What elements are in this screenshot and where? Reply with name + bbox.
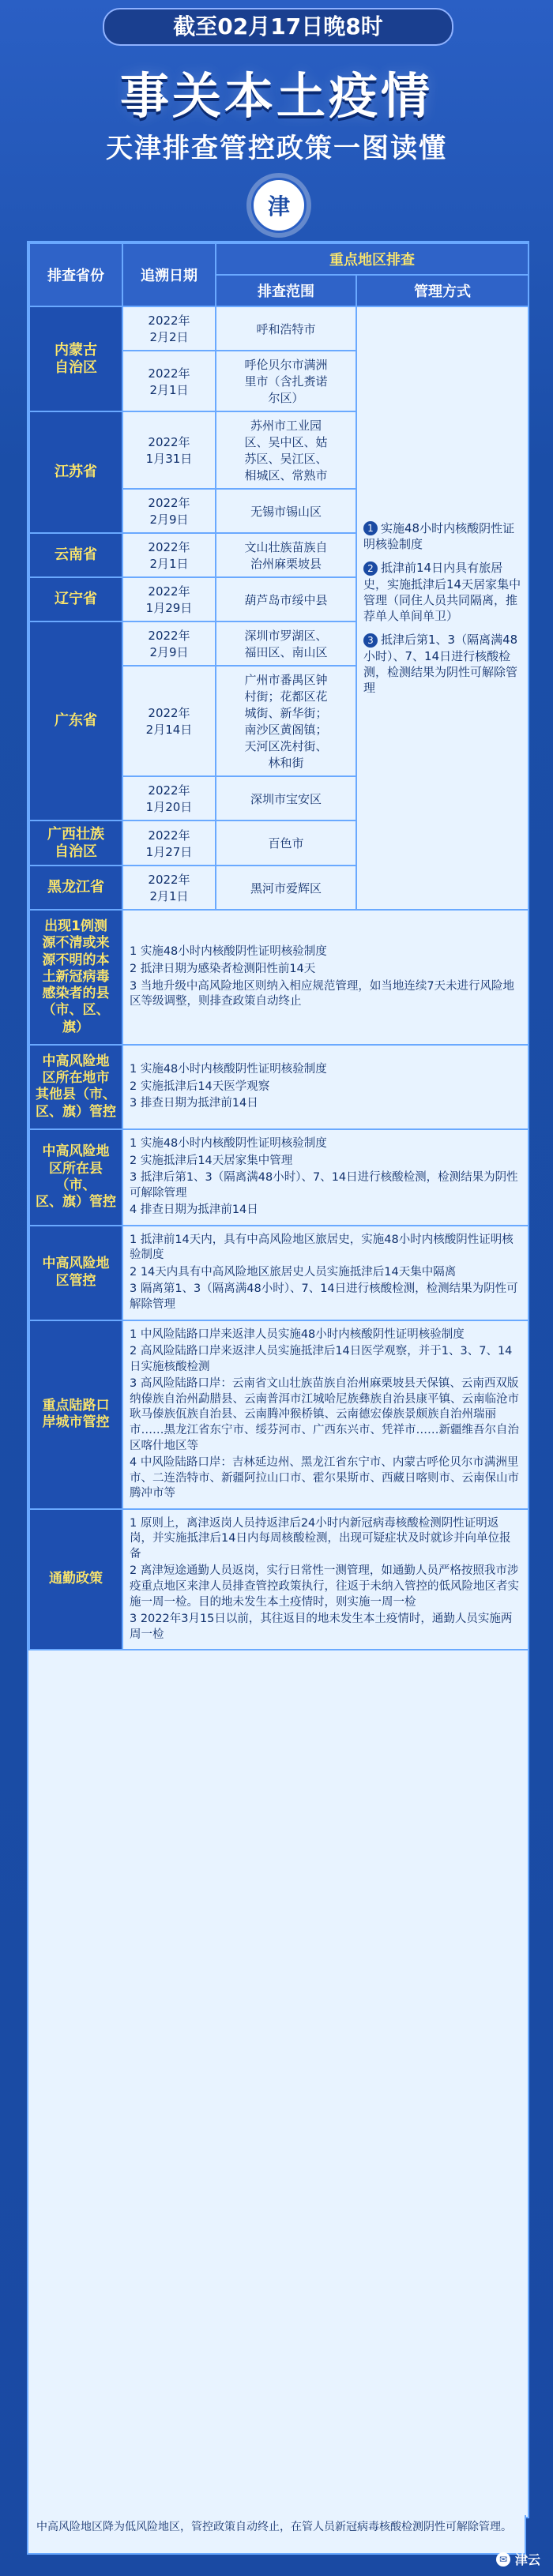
mgmt-item-1 (363, 520, 521, 553)
policy-table (27, 241, 529, 2518)
date-cell: 2022年 2月1日 (122, 533, 216, 577)
mgmt-text-1: 实施48小时内核酸阴性证明核验制度 (363, 520, 515, 552)
policy-line: 2 实施抵津后14天医学观察 (130, 1080, 270, 1093)
scope-cell: 葫芦岛市绥中县 (216, 577, 356, 621)
policy-line: 2 实施抵津后14天居家集中管理 (130, 1154, 293, 1167)
header-mgmt: 管理方式 (356, 275, 529, 306)
policy-label: 中高风险地 区管控 (29, 1226, 122, 1320)
header-scope: 排查范围 (216, 275, 356, 306)
policy-label: 出现1例测 源不清或来 源不明的本 土新冠病毒 感染者的县 （市、区、旗） (29, 910, 122, 1045)
mgmt-item-3 (363, 632, 521, 696)
policy-line: 3 2022年3月15日以前，其往返目的地未发生本土疫情时，通勤人员实施两周一检 (130, 1613, 513, 1641)
policy-line: 3 高风险陆路口岸：云南省文山壮族苗族自治州麻栗坡县天保镇、云南西双版纳傣族自治州勐腊县、云南普洱市江城哈尼族彝族自治县康平镇、云南临沧市耿马傣族佤族自治县、云南腾冲猴桥镇、云南德宏傣族景颇族自治州瑞丽市……黑龙江省东宁市、绥芬河市、广西东兴市、凭祥市……新疆维吾尔自治区喀什地区等 (130, 1377, 519, 1452)
mgmt-text-3: 抵津后第1、3（隔离满48小时）、7、14日进行核酸检测，检测结果为阴性可解除管理 (363, 633, 518, 696)
scope-cell: 无锡市锡山区 (216, 489, 356, 533)
province-cell: 内蒙古 自治区 (29, 306, 122, 411)
date-cell: 2022年 2月14日 (122, 666, 216, 776)
policy-line: 2 抵津日期为感染者检测阳性前14天 (130, 963, 316, 975)
mgmt-cell (356, 306, 529, 910)
province-cell: 江苏省 (29, 411, 122, 533)
scope-cell: 呼和浩特市 (216, 306, 356, 351)
scope-cell: 呼伦贝尔市满洲 里市（含扎赉诺 尔区） (216, 351, 356, 411)
policy-label: 通勤政策 (29, 1509, 122, 1650)
policy-label: 中高风险地 区所在地市 其他县（市、 区、旗）管控 (29, 1045, 122, 1129)
policy-content (122, 1320, 529, 1509)
number-3-icon: 3 (363, 633, 378, 648)
date-cell: 2022年 1月31日 (122, 411, 216, 489)
main-table (28, 242, 529, 1650)
logo-text: 津 (267, 193, 290, 220)
number-2-icon: 2 (363, 561, 378, 576)
mgmt-text-2: 抵津前14日内具有旅居史，实施抵津后14天居家集中管理（同住人员共同隔离，推荐单人单间单卫） (363, 561, 521, 624)
scope-cell: 百色市 (216, 820, 356, 866)
date-cell: 2022年 2月2日 (122, 306, 216, 351)
policy-label: 中高风险地 区所在县 （市、 区、旗）管控 (29, 1129, 122, 1226)
policy-line: 4 排查日期为抵津前14日 (130, 1204, 258, 1217)
policy-line: 1 实施48小时内核酸阴性证明核验制度 (130, 945, 327, 959)
policy-content (122, 1045, 529, 1129)
province-cell: 黑龙江省 (29, 866, 122, 910)
policy-line: 3 隔离第1、3（隔离满48小时）、7、14日进行核酸检测，检测结果为阴性可解除管理 (130, 1282, 518, 1311)
scope-cell: 文山壮族苗族自 治州麻栗坡县 (216, 533, 356, 577)
tianjin-logo (251, 178, 307, 233)
wechat-icon: ✉ (496, 2552, 510, 2567)
header-group: 重点地区排查 (216, 243, 529, 275)
watermark-text: 津云 (514, 2552, 540, 2567)
scope-cell: 深圳市罗湖区、 福田区、南山区 (216, 621, 356, 666)
title-sub: 天津排查管控政策一图读懂 (106, 133, 447, 164)
policy-line: 1 中风险陆路口岸来返津人员实施48小时内核酸阴性证明核验制度 (130, 1327, 465, 1341)
policy-label: 重点陆路口 岸城市管控 (29, 1320, 122, 1509)
province-cell: 广西壮族 自治区 (29, 820, 122, 866)
scope-cell: 深圳市宝安区 (216, 776, 356, 820)
date-cell: 2022年 2月1日 (122, 866, 216, 910)
header-date: 追溯日期 (122, 243, 216, 306)
header-province: 排查省份 (29, 243, 122, 306)
province-cell: 广东省 (29, 621, 122, 820)
policy-line: 3 抵津后第1、3（隔离满48小时）、7、14日进行核酸检测，检测结果为阴性可解除管理 (130, 1171, 518, 1200)
watermark (496, 2550, 540, 2568)
policy-content (122, 1226, 529, 1320)
date-cell: 2022年 1月20日 (122, 776, 216, 820)
footer-note: 中高风险地区降为低风险地区，管控政策自动终止，在管人员新冠病毒核酸检测阴性可解除管理。 (27, 2515, 526, 2555)
date-cell: 2022年 1月29日 (122, 577, 216, 621)
policy-line: 3 当地升级中高风险地区则纳入相应规范管理，如当地连续7天未进行风险地区等级调整，则排查政策自动终止 (130, 979, 515, 1008)
policy-content (122, 1129, 529, 1226)
date-pill: 截至02月17日晚8时 (103, 8, 453, 46)
policy-line: 4 中风险陆路口岸：吉林延边州、黑龙江省东宁市、内蒙古呼伦贝尔市满洲里市、二连浩特市、新疆阿拉山口市、霍尔果斯市、西藏日喀则市、云南保山市腾冲市等 (130, 1456, 519, 1500)
scope-cell: 苏州市工业园 区、吴中区、姑 苏区、吴江区、 相城区、常熟市 (216, 411, 356, 489)
policy-line: 1 实施48小时内核酸阴性证明核验制度 (130, 1136, 327, 1150)
date-cell: 2022年 1月27日 (122, 820, 216, 866)
scope-cell: 广州市番禺区钟 村街；花都区花 城街、新华街； 南沙区黄阁镇； 天河区冼村街、 林和街 (216, 666, 356, 776)
policy-line: 1 抵津前14天内，具有中高风险地区旅居史，实施48小时内核酸阴性证明核验制度 (130, 1233, 514, 1262)
policy-line: 1 原则上，离津返岗人员持返津后24小时内新冠病毒核酸检测阴性证明返岗，并实施抵津后14日内每周核酸检测，出现可疑症状及时就诊并向单位报备 (130, 1516, 511, 1560)
date-cell: 2022年 2月9日 (122, 621, 216, 666)
title-main: 事关本土疫情 (119, 67, 433, 125)
policy-content (122, 910, 529, 1045)
policy-content (122, 1509, 529, 1650)
province-cell: 辽宁省 (29, 577, 122, 621)
province-cell: 云南省 (29, 533, 122, 577)
mgmt-item-2 (363, 560, 521, 624)
policy-line: 2 高风险陆路口岸来返津人员实施抵津后14日医学观察，并于1、3、7、14日实施核酸检测 (130, 1345, 513, 1373)
date-cell: 2022年 2月9日 (122, 489, 216, 533)
date-cell: 2022年 2月1日 (122, 351, 216, 411)
number-1-icon: 1 (363, 521, 378, 535)
policy-line: 2 离津短途通勤人员返岗，实行日常性一测管理，如通勤人员严格按照我市涉疫重点地区来津人员排查管控政策执行，往返于未纳入管控的低风险地区者实施一周一检。目的地未发生本土疫情时，则实施一周一检 (130, 1564, 519, 1609)
policy-line: 2 14天内具有中高风险地区旅居史人员实施抵津后14天集中隔离 (130, 1265, 457, 1279)
scope-cell: 黑河市爱辉区 (216, 866, 356, 910)
policy-line: 1 实施48小时内核酸阴性证明核验制度 (130, 1063, 327, 1076)
policy-line: 3 排查日期为抵津前14日 (130, 1097, 258, 1110)
